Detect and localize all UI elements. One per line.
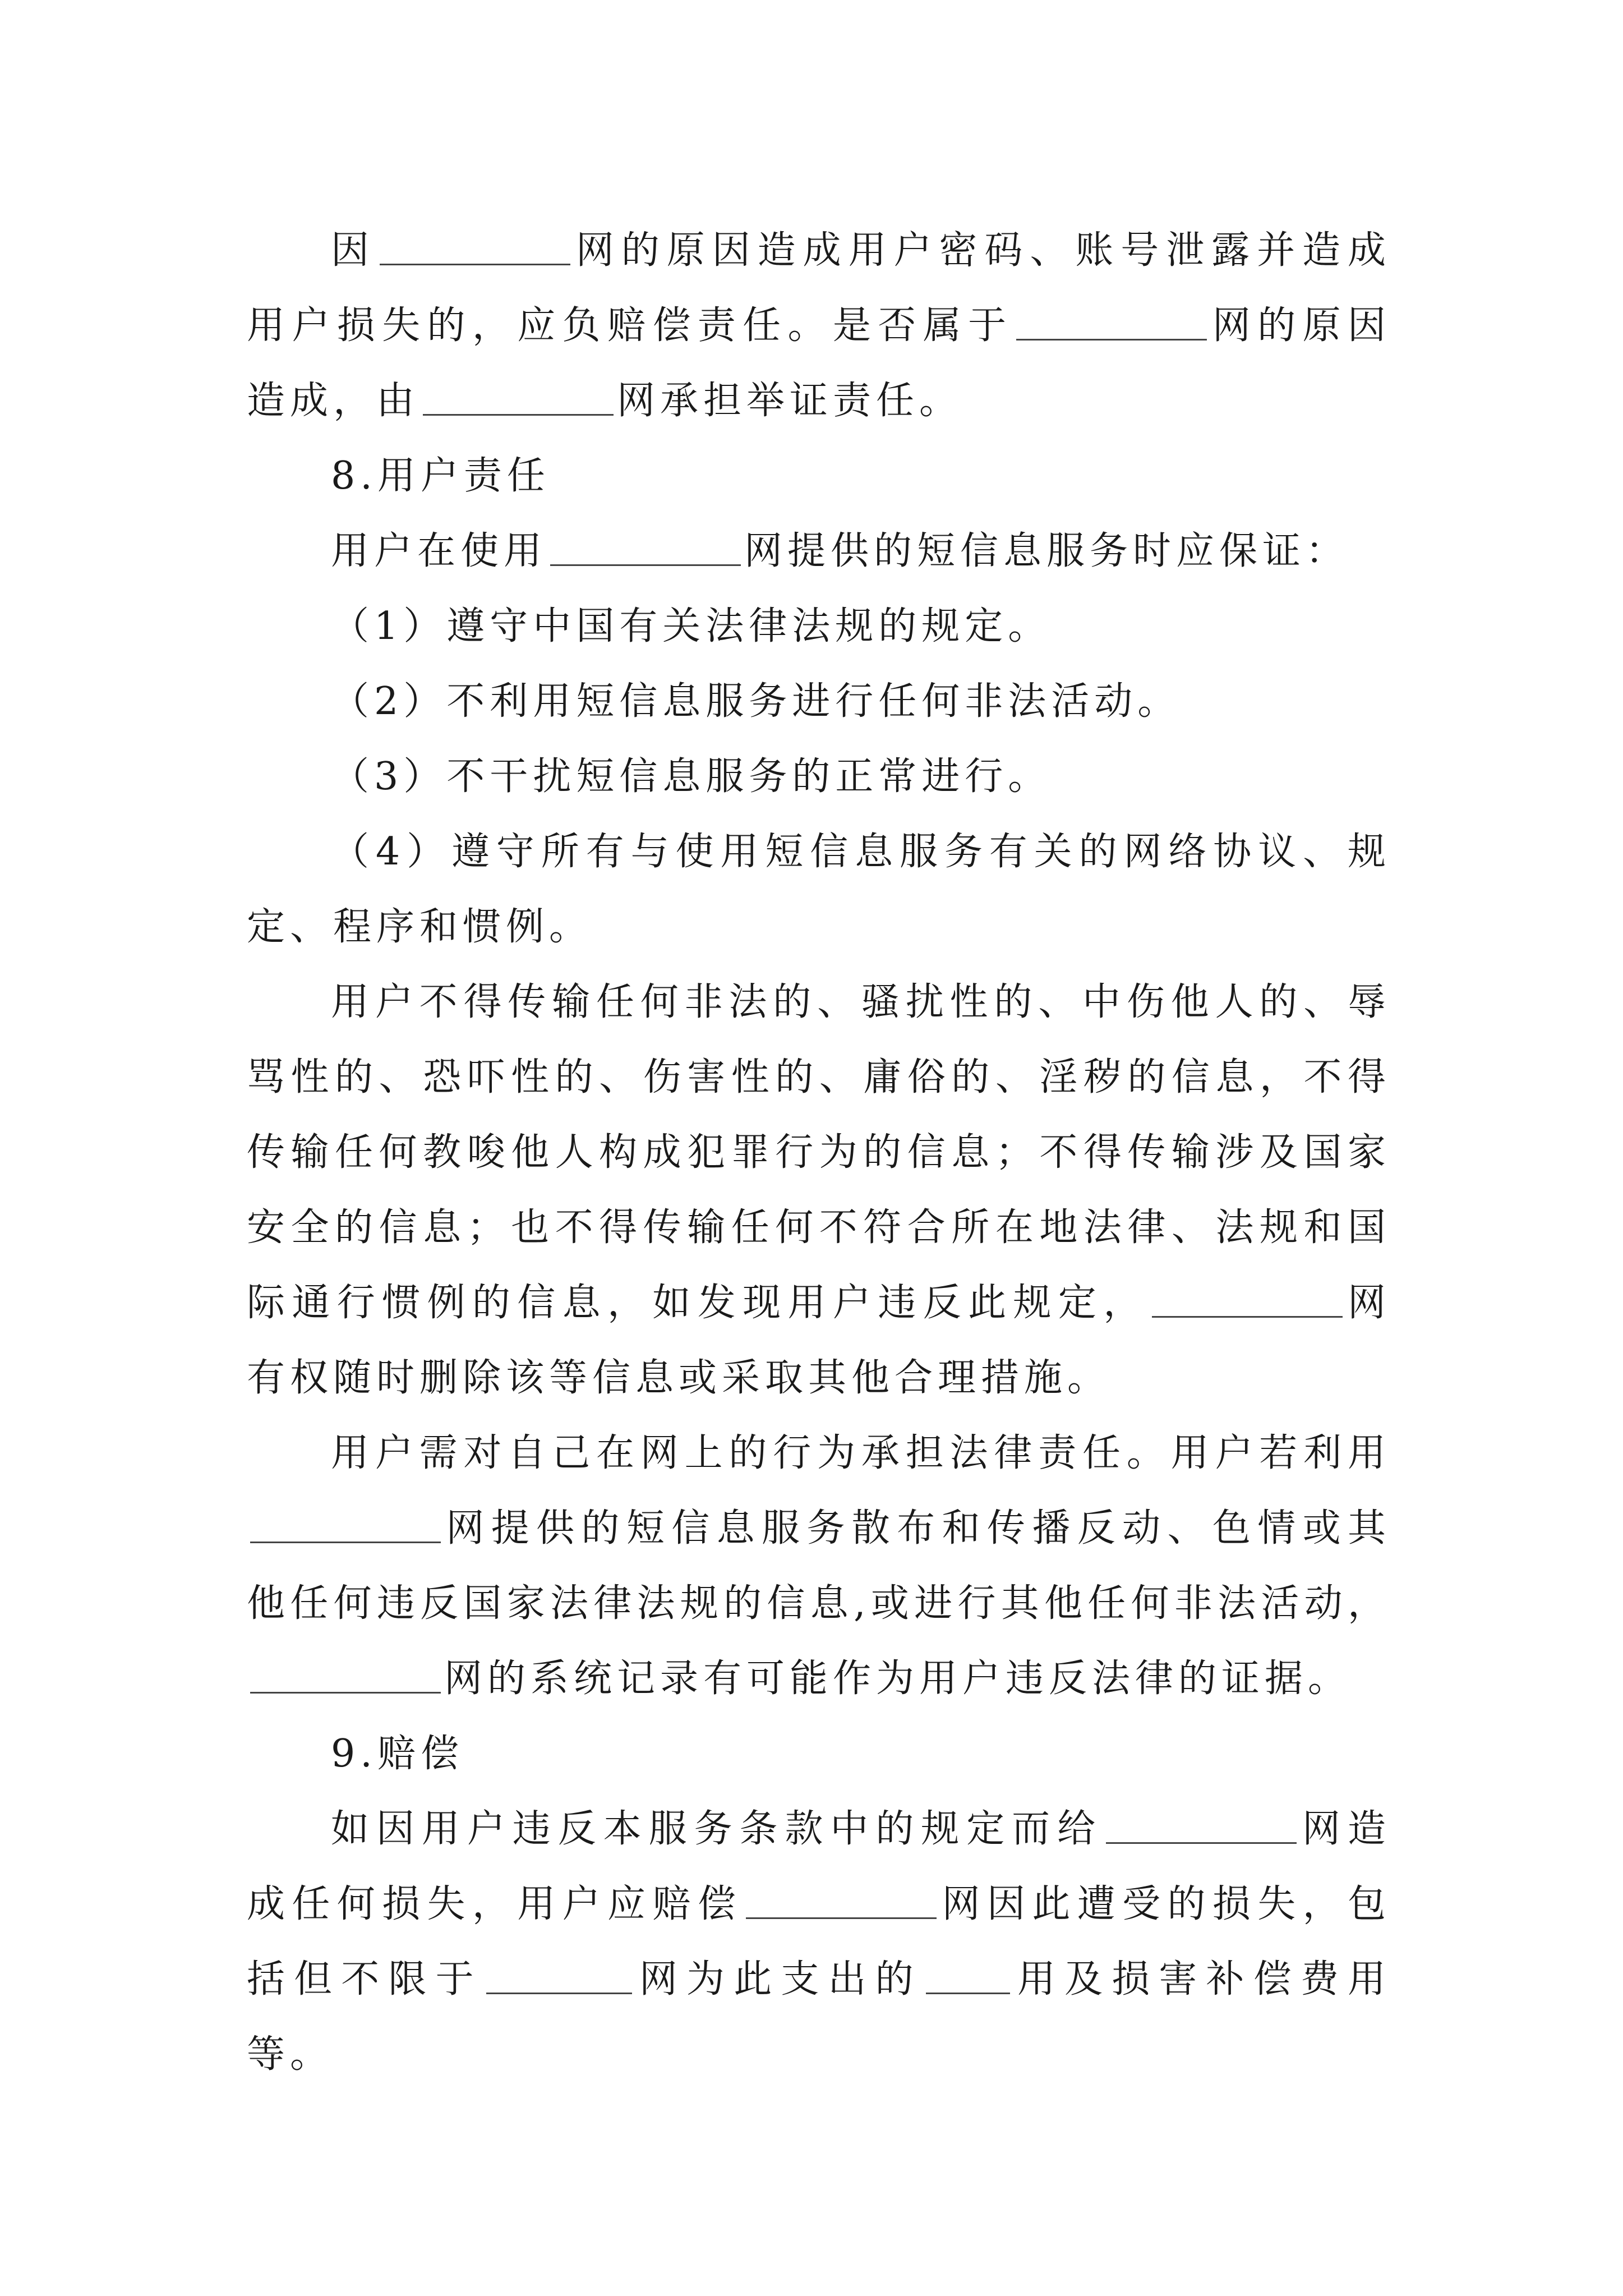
text-segment: 用及损害补偿费用等。	[247, 1957, 1391, 2077]
fill-in-blank	[1152, 1281, 1343, 1318]
list-item: （2）不利用短信息服务进行任何非法活动。	[331, 679, 1181, 724]
paragraph-compensation	[247, 1792, 1391, 2092]
paragraph-user-guarantee	[247, 514, 1391, 589]
fill-in-blank	[423, 379, 614, 416]
fill-in-blank	[746, 1883, 937, 1919]
paragraph-prohibited-content	[247, 965, 1391, 1416]
list-item: （3）不干扰短信息服务的正常进行。	[331, 754, 1052, 799]
text-segment: 网提供的短信息服务散布和传播反动、色情或其他任何违反国家法律法规的信息,或进行其他任何非法活动，	[247, 1506, 1391, 1626]
list-item: （1）遵守中国有关法律法规的规定。	[331, 604, 1052, 648]
section-heading-compensation: 9.赔偿	[331, 1732, 464, 1776]
text-segment: 用户需对自己在网上的行为承担法律责任。用户若利用	[331, 1431, 1391, 1475]
list-item: （4）遵守所有与使用短信息服务有关的网络协议、规定、程序和惯例。	[247, 830, 1391, 949]
text-segment: 网为此支出的	[635, 1957, 923, 2001]
text-segment: 网有权随时删除该等信息或采取其他合理措施。	[247, 1281, 1391, 1400]
fill-in-blank	[550, 530, 741, 566]
paragraph-liability-for-leak	[247, 213, 1391, 439]
fill-in-blank	[250, 1507, 441, 1543]
fill-in-blank	[250, 1657, 441, 1694]
text-segment: 网因此遭受的损失，包括但不限于	[247, 1882, 1391, 2001]
text-segment: 网的原因造成用户密码、账号泄露并造成用户损失的，应负赔偿责任。是否属于	[247, 228, 1391, 348]
paragraph-legal-liability	[247, 1416, 1391, 1717]
text-segment: 网的原因造成，由	[247, 303, 1391, 423]
text-segment: 用户不得传输任何非法的、骚扰性的、中伤他人的、辱骂性的、恐吓性的、伤害性的、庸俗的、淫秽的信息，不得传输任何教唆他人构成犯罪行为的信息；不得传输涉及国家安全的信息；也不得传输任何不符合所在地法律、法规和国际通行惯例的信息，如发现用户违反此规定，	[247, 980, 1391, 1325]
fill-in-blank	[1106, 1807, 1297, 1844]
fill-in-blank	[1016, 304, 1207, 341]
text-segment: 网造成任何损失，用户应赔偿	[247, 1807, 1391, 1926]
text-segment: 网的系统记录有可能作为用户违反法律的证据。	[444, 1657, 1352, 1701]
text-segment: 因	[331, 228, 376, 273]
document-page	[247, 213, 1391, 2092]
fill-in-blank	[926, 1958, 1010, 1994]
section-heading-user-responsibility: 8.用户责任	[331, 454, 550, 498]
text-segment: 用户在使用	[331, 529, 547, 573]
fill-in-blank	[486, 1958, 632, 1994]
text-segment: 网承担举证责任。	[617, 379, 963, 423]
text-segment: 网提供的短信息服务时应保证：	[744, 529, 1349, 573]
text-segment: 如因用户违反本服务条款中的规定而给	[331, 1807, 1103, 1851]
fill-in-blank	[380, 229, 570, 265]
